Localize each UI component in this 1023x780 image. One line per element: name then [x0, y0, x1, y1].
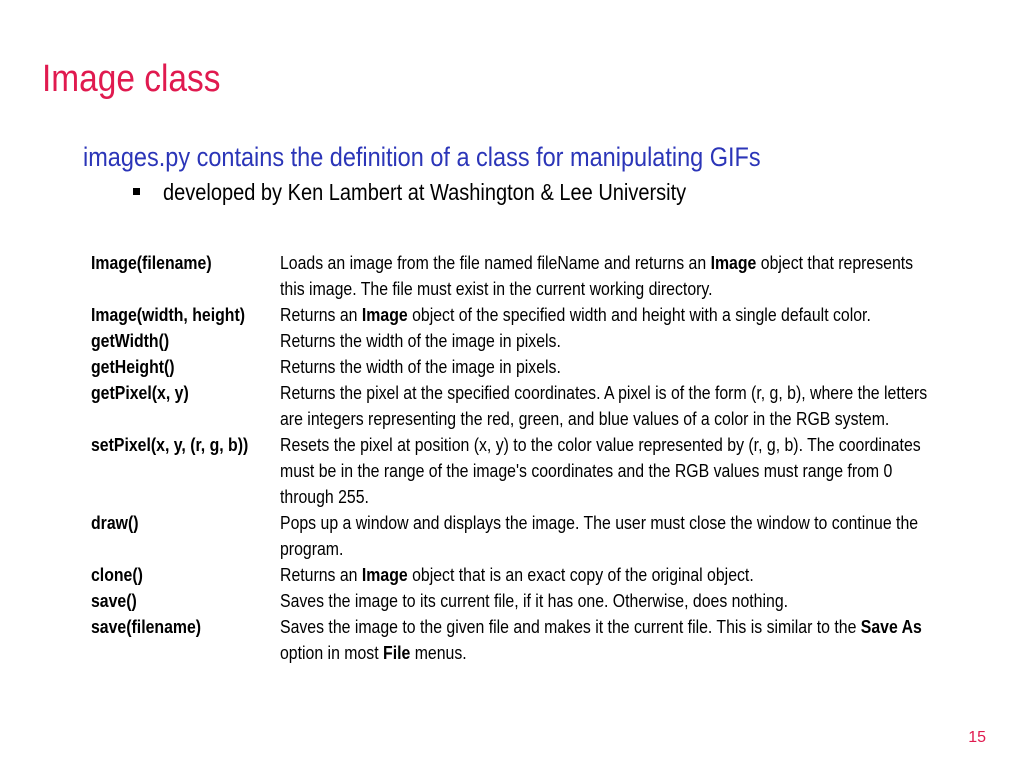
method-name: clone() — [91, 565, 143, 585]
method-description: Saves the image to its current file, if it has one. Otherwise, does nothing. — [280, 591, 789, 611]
method-description: Returns the width of the image in pixels. — [280, 357, 561, 377]
method-name: getPixel(x, y) — [91, 383, 189, 403]
method-name: save(filename) — [91, 617, 202, 637]
method-description: Resets the pixel at position (x, y) to the color value represented by (r, g, b). The coordinates must be in the range of the image's coordinates and the RGB values must range from 0 through 255. — [280, 435, 921, 507]
square-bullet-icon — [133, 188, 140, 195]
method-name: draw() — [91, 513, 139, 533]
method-row — [91, 250, 951, 302]
bullet-text: developed by Ken Lambert at Washington & Lee University — [163, 179, 687, 205]
method-description: Returns an Image object of the specified width and height with a single default color. — [280, 305, 871, 325]
method-row — [91, 380, 951, 432]
method-description: Returns the width of the image in pixels. — [280, 331, 561, 351]
method-name: Image(width, height) — [91, 305, 245, 325]
method-row — [91, 588, 951, 614]
method-description: Saves the image to the given file and makes it the current file. This is similar to the Save As option in most File menus. — [280, 617, 922, 663]
method-row — [91, 562, 951, 588]
method-row — [91, 354, 951, 380]
method-name: Image(filename) — [91, 253, 212, 273]
method-description: Loads an image from the file named fileName and returns an Image object that represents this image. The file must exist in the current working directory. — [280, 253, 914, 299]
method-row — [91, 510, 951, 562]
method-name: getWidth() — [91, 331, 170, 351]
methods-table — [91, 250, 951, 666]
method-name: save() — [91, 591, 137, 611]
method-row — [91, 302, 951, 328]
method-description: Returns the pixel at the specified coordinates. A pixel is of the form (r, g, b), where the letters are integers representing the red, green, and blue values of a color in the RGB system. — [280, 383, 928, 429]
slide-subheading: images.py contains the definition of a class for manipulating GIFs — [83, 142, 761, 172]
slide-title: Image class — [42, 58, 221, 100]
page-number: 15 — [968, 729, 986, 746]
method-description: Pops up a window and displays the image. The user must close the window to continue the program. — [280, 513, 919, 559]
method-row — [91, 328, 951, 354]
method-row — [91, 432, 951, 510]
method-description: Returns an Image object that is an exact copy of the original object. — [280, 565, 754, 585]
method-name: getHeight() — [91, 357, 175, 377]
method-row — [91, 614, 951, 666]
method-name: setPixel(x, y, (r, g, b)) — [91, 435, 249, 455]
